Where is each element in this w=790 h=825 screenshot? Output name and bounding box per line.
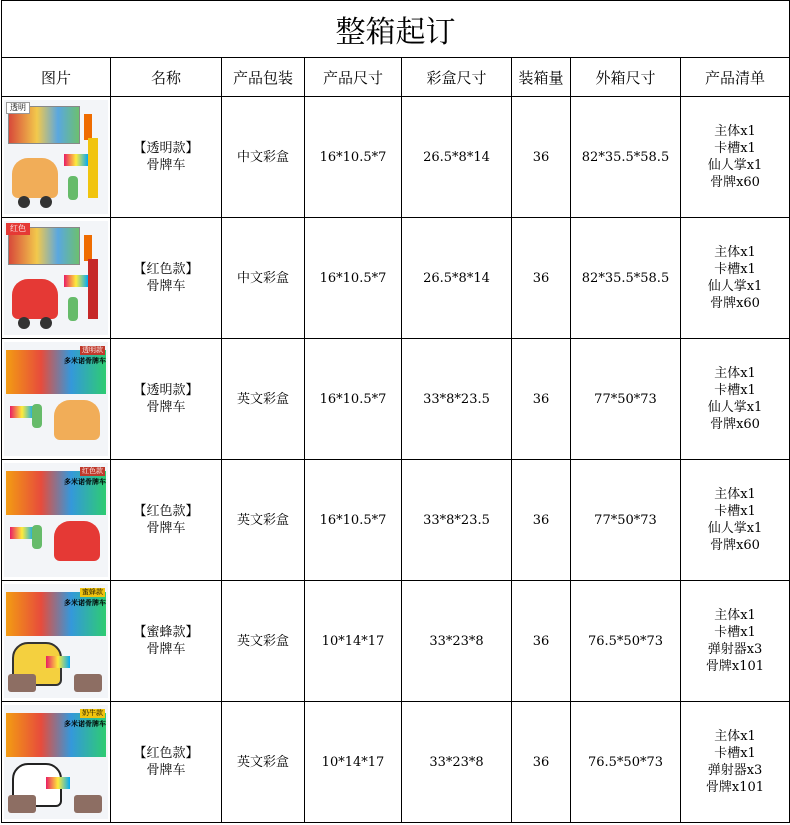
box-size-cell: 33*23*8: [402, 581, 512, 702]
box-title: 多米诺骨牌车: [64, 478, 106, 486]
qty-cell: 36: [512, 581, 571, 702]
list-item: 仙人掌x1: [707, 279, 763, 294]
picture-cell: [2, 702, 111, 823]
list-item: 主体x1: [714, 487, 756, 502]
product-list-cell: [681, 97, 790, 218]
package-cell: 英文彩盒: [222, 702, 305, 823]
product-list-cell: [681, 581, 790, 702]
domino-slot: [88, 259, 98, 319]
package-cell: 英文彩盒: [222, 339, 305, 460]
name-cell: [111, 460, 222, 581]
train-toy: [54, 400, 100, 440]
list-item: 主体x1: [714, 608, 756, 623]
header-package: 产品包装: [222, 58, 305, 97]
variant-badge: 透明款: [82, 346, 103, 354]
wheel: [40, 196, 52, 208]
box-size-cell: 26.5*8*14: [402, 218, 512, 339]
product-name: 骨牌车: [146, 521, 186, 536]
page-title: 整箱起订: [2, 1, 790, 58]
product-variant: 【透明款】: [133, 383, 199, 398]
product-name: 骨牌车: [146, 400, 186, 415]
list-item: 主体x1: [714, 729, 756, 744]
box-title: 多米诺骨牌车: [64, 720, 106, 728]
name-cell: [111, 702, 222, 823]
box-size-cell: 33*23*8: [402, 702, 512, 823]
list-item: 骨牌x60: [710, 417, 760, 432]
product-list-cell: [681, 460, 790, 581]
product-size-cell: 16*10.5*7: [305, 339, 402, 460]
header-qty: 装箱量: [512, 58, 571, 97]
package-cell: 英文彩盒: [222, 460, 305, 581]
qty-cell: 36: [512, 97, 571, 218]
table-row: [2, 97, 790, 218]
header-box-size: 彩盒尺寸: [402, 58, 512, 97]
product-list-cell: [681, 339, 790, 460]
list-item: 骨牌x101: [705, 780, 765, 795]
list-item: 卡槽x1: [714, 746, 756, 761]
launcher-track: [8, 795, 36, 813]
list-item: 仙人掌x1: [707, 158, 763, 173]
product-name: 骨牌车: [146, 642, 186, 657]
table-row: [2, 702, 790, 823]
cactus-accessory: [32, 525, 42, 549]
product-photo: [4, 705, 108, 819]
variant-badge: 奶牛款: [82, 709, 103, 717]
header-product-size: 产品尺寸: [305, 58, 402, 97]
launcher-track: [74, 674, 102, 692]
list-item: 主体x1: [714, 245, 756, 260]
product-photo: [4, 221, 108, 335]
picture-cell: [2, 218, 111, 339]
launcher-track: [74, 795, 102, 813]
domino-stack: [84, 235, 92, 261]
product-size-cell: 10*14*17: [305, 581, 402, 702]
dominoes: [64, 275, 88, 287]
list-item: 卡槽x1: [714, 262, 756, 277]
variant-badge: 红色款: [82, 467, 103, 475]
carton-size-cell: 77*50*73: [571, 460, 681, 581]
list-item: 卡槽x1: [714, 625, 756, 640]
list-item: 卡槽x1: [714, 141, 756, 156]
wheel: [18, 317, 30, 329]
variant-badge: 蜜蜂款: [82, 588, 103, 596]
cactus-accessory: [68, 297, 78, 321]
package-cell: 英文彩盒: [222, 581, 305, 702]
variant-tag: 红色: [6, 223, 30, 235]
product-variant: 【透明款】: [133, 141, 199, 156]
product-photo: [4, 463, 108, 577]
list-item: 骨牌x60: [710, 296, 760, 311]
product-photo: [4, 584, 108, 698]
cactus-accessory: [68, 176, 78, 200]
box-size-cell: 33*8*23.5: [402, 460, 512, 581]
product-size-cell: 16*10.5*7: [305, 97, 402, 218]
product-name: 骨牌车: [146, 158, 186, 173]
domino-slot: [88, 138, 98, 198]
list-item: 骨牌x60: [710, 175, 760, 190]
product-variant: 【红色款】: [133, 746, 199, 761]
train-toy: [12, 158, 58, 198]
box-title: 多米诺骨牌车: [64, 599, 106, 607]
name-cell: [111, 218, 222, 339]
dominoes: [10, 527, 34, 539]
carton-size-cell: 82*35.5*58.5: [571, 218, 681, 339]
launcher-track: [8, 674, 36, 692]
qty-cell: 36: [512, 702, 571, 823]
product-variant: 【红色款】: [133, 504, 199, 519]
carton-size-cell: 76.5*50*73: [571, 702, 681, 823]
header-picture: 图片: [2, 58, 111, 97]
product-size-cell: 10*14*17: [305, 702, 402, 823]
box-size-cell: 26.5*8*14: [402, 97, 512, 218]
product-list-cell: [681, 218, 790, 339]
product-variant: 【蜜蜂款】: [133, 625, 199, 640]
table-row: [2, 460, 790, 581]
order-table: [1, 0, 790, 823]
table-row: [2, 581, 790, 702]
list-item: 仙人掌x1: [707, 521, 763, 536]
carton-size-cell: 77*50*73: [571, 339, 681, 460]
box-title: 多米诺骨牌车: [64, 357, 106, 365]
product-name: 骨牌车: [146, 763, 186, 778]
qty-cell: 36: [512, 339, 571, 460]
list-item: 弹射器x3: [707, 763, 763, 778]
product-list-cell: [681, 702, 790, 823]
product-photo: [4, 100, 108, 214]
header-row: [2, 58, 790, 97]
dominoes: [46, 777, 70, 789]
product-photo: [4, 342, 108, 456]
name-cell: [111, 339, 222, 460]
dominoes: [10, 406, 34, 418]
list-item: 仙人掌x1: [707, 400, 763, 415]
header-product-list: 产品清单: [681, 58, 790, 97]
product-size-cell: 16*10.5*7: [305, 460, 402, 581]
list-item: 卡槽x1: [714, 383, 756, 398]
list-item: 主体x1: [714, 124, 756, 139]
header-carton-size: 外箱尺寸: [571, 58, 681, 97]
list-item: 卡槽x1: [714, 504, 756, 519]
product-size-cell: 16*10.5*7: [305, 218, 402, 339]
list-item: 骨牌x60: [710, 538, 760, 553]
box-size-cell: 33*8*23.5: [402, 339, 512, 460]
picture-cell: [2, 581, 111, 702]
picture-cell: [2, 97, 111, 218]
package-cell: 中文彩盒: [222, 97, 305, 218]
domino-stack: [84, 114, 92, 140]
name-cell: [111, 97, 222, 218]
variant-tag: 透明: [6, 102, 30, 114]
qty-cell: 36: [512, 218, 571, 339]
train-toy: [12, 279, 58, 319]
name-cell: [111, 581, 222, 702]
dominoes: [64, 154, 88, 166]
carton-size-cell: 76.5*50*73: [571, 581, 681, 702]
carton-size-cell: 82*35.5*58.5: [571, 97, 681, 218]
product-variant: 【红色款】: [133, 262, 199, 277]
list-item: 骨牌x101: [705, 659, 765, 674]
dominoes: [46, 656, 70, 668]
package-cell: 中文彩盒: [222, 218, 305, 339]
qty-cell: 36: [512, 460, 571, 581]
table-row: [2, 218, 790, 339]
list-item: 主体x1: [714, 366, 756, 381]
product-name: 骨牌车: [146, 279, 186, 294]
list-item: 弹射器x3: [707, 642, 763, 657]
cactus-accessory: [32, 404, 42, 428]
train-toy: [54, 521, 100, 561]
picture-cell: [2, 460, 111, 581]
picture-cell: [2, 339, 111, 460]
wheel: [18, 196, 30, 208]
table-row: [2, 339, 790, 460]
wheel: [40, 317, 52, 329]
header-name: 名称: [111, 58, 222, 97]
